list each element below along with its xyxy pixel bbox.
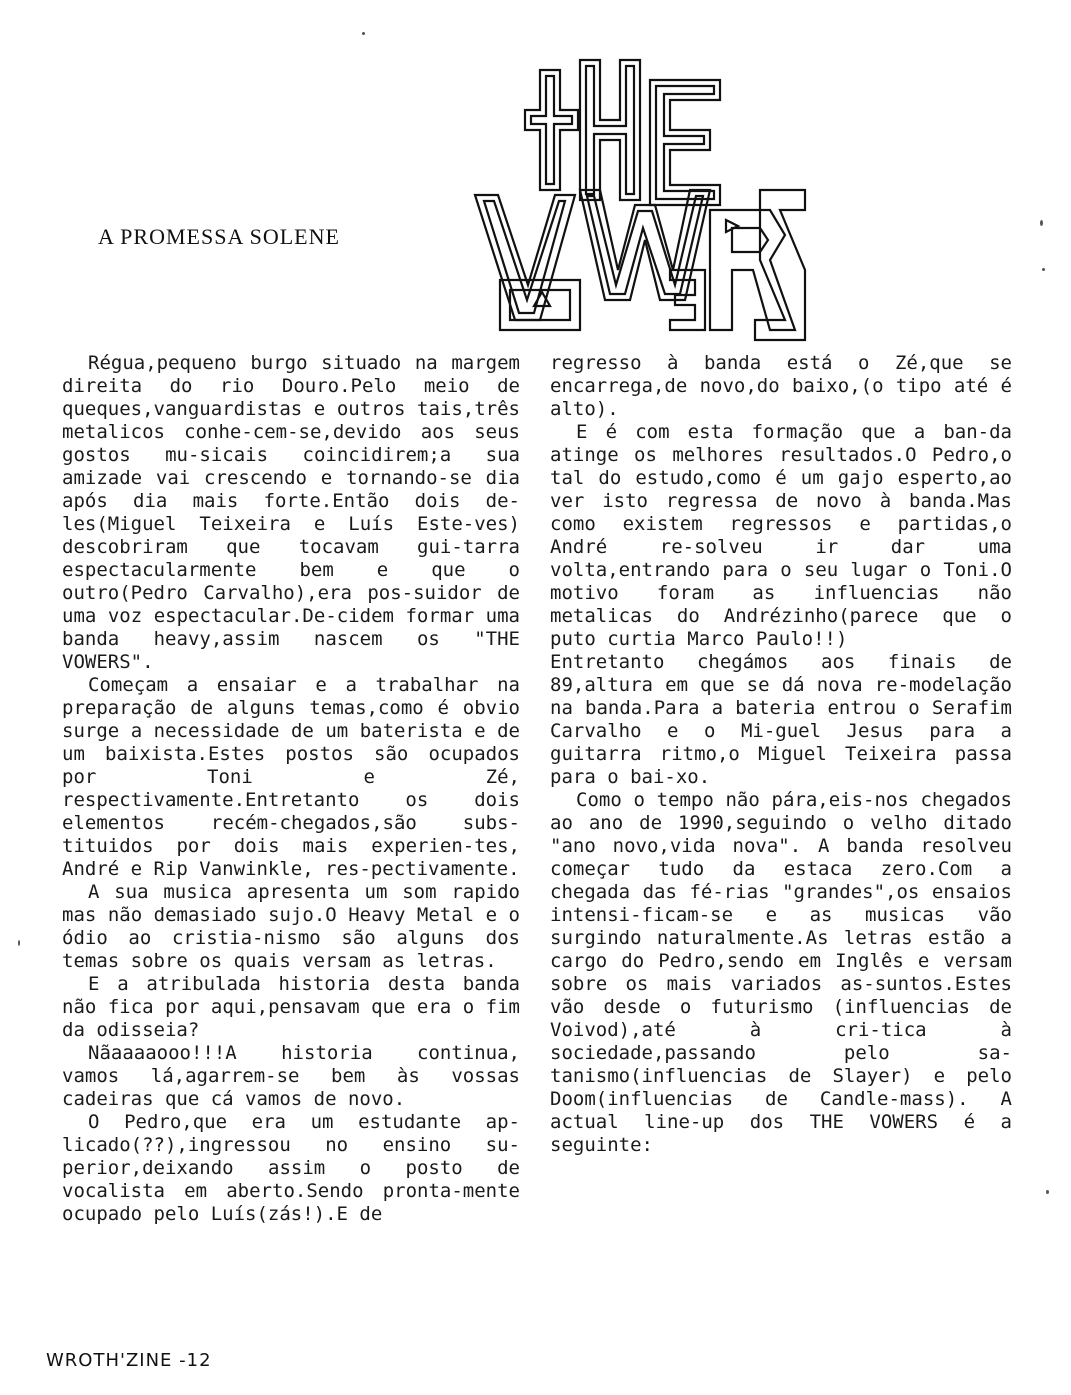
article-column-right	[550, 352, 1012, 1157]
speck	[1046, 1190, 1049, 1194]
speck	[1042, 268, 1045, 271]
speck	[18, 940, 20, 946]
article-paragraph: Entretanto chegámos aos finais de 89,altura em que se dá nova re-modelação na banda.Para a bateria entrou o Serafim Carvalho e o Mi-guel Jesus para a guitarra ritmo,o Miguel Teixeira passa para o bai-xo.	[550, 651, 1012, 788]
article-paragraph: E é com esta formação que a ban-da atinge os melhores resultados.O Pedro,o tal do estudo,como é um gajo esperto,ao ver isto regressa de novo à banda.Mas como existem regressos e partidas,o André re-solveu ir dar uma volta,entrando para o seu lugar o Toni.O motivo foram as influencias não metalicas do Andrézinho(parece que o puto curtia Marco Paulo!!)	[550, 421, 1012, 650]
article-headline: A PROMESSA SOLENE	[98, 224, 340, 249]
page-footer: WROTH'ZINE -12	[46, 1350, 212, 1371]
article-column-left	[62, 352, 520, 1226]
article-paragraph: O Pedro,que era um estudante ap-licado(??),ingressou no ensino su-perior,deixando assim o posto de vocalista em aberto.Sendo pronta-mente ocupado pelo Luís(zás!).E de	[62, 1111, 520, 1225]
article-paragraph: A sua musica apresenta um som rapido mas não demasiado sujo.O Heavy Metal e o ódio ao cristia-nismo são alguns dos temas sobre os quais versam as letras.	[62, 881, 520, 972]
article-paragraph: Régua,pequeno burgo situado na margem direita do rio Douro.Pelo meio de queques,vanguardistas e outros tais,três metalicos conhe-cem-se,devido aos seus gostos mu-sicais coincidirem;a sua amizade vai crescendo e tornando-se dia após dia mais forte.Então dois de-les(Miguel Teixeira e Luís Este-ves) descobriram que tocavam gui-tarra espectacularmente bem e que o outro(Pedro Carvalho),era pos-suidor de uma voz espectacular.De-cidem formar uma banda heavy,assim nascem os "THE VOWERS".	[62, 352, 520, 673]
speck	[1040, 220, 1043, 226]
article-paragraph: Nãaaaaooo!!!A historia continua, vamos lá,agarrem-se bem às vossas cadeiras que cá vamos de novo.	[62, 1042, 520, 1110]
article-paragraph: Como o tempo não pára,eis-nos chegados ao ano de 1990,seguindo o velho ditado "ano novo,vida nova". A banda resolveu começar tudo da estaca zero.Com a chegada das fé-rias "grandes",os ensaios intensi-ficam-se e as musicas vão surgindo naturalmente.As letras estão a cargo do Pedro,sendo em Inglês e versam sobre os mais variados as-suntos.Estes vão desde o futurismo (influencias de Voivod),até à cri-tica à sociedade,passando pelo sa-tanismo(influencias de Slayer) e pelo Doom(influencias de Candle-mass). A actual line-up dos THE VOWERS é a seguinte:	[550, 789, 1012, 1156]
speck	[362, 32, 365, 35]
band-logo	[470, 30, 810, 350]
article-paragraph: regresso à banda está o Zé,que se encarrega,de novo,do baixo,(o tipo até é alto).	[550, 352, 1012, 420]
article-paragraph: E a atribulada historia desta banda não fica por aqui,pensavam que era o fim da odisseia?	[62, 973, 520, 1041]
article-paragraph: Começam a ensaiar e a trabalhar na preparação de alguns temas,como é obvio surge a necessidade de um baterista e de um baixista.Estes postos são ocupados por Toni e Zé, respectivamente.Entretanto os dois elementos recém-chegados,são subs-tituidos por dois mais experien-tes, André e Rip Vanwinkle, res-pectivamente.	[62, 674, 520, 880]
